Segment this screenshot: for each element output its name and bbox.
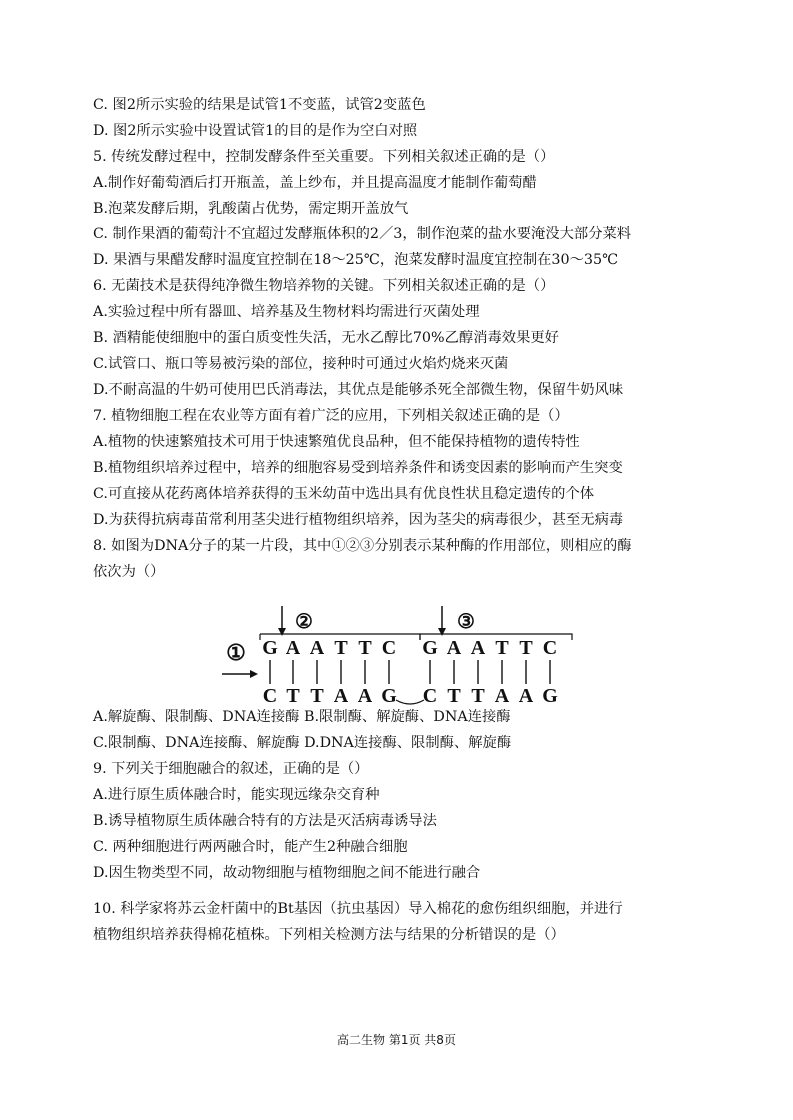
base-top: A — [470, 637, 486, 659]
text-line: D.因生物类型不同，故动物细胞与植物细胞之间不能进行融合 — [93, 865, 481, 881]
text-line: 依次为（） — [93, 564, 165, 580]
text-line: A.植物的快速繁殖技术可用于快速繁殖优良品种，但不能保持植物的遗传特性 — [93, 434, 580, 450]
phosphodiester-bond — [396, 700, 424, 704]
text-line: C.可直接从花药离体培养获得的玉米幼苗中选出具有优良性状且稳定遗传的个体 — [93, 486, 595, 502]
text-line: 植物组织培养获得棉花植株。下列相关检测方法与结果的分析错误的是（） — [93, 927, 565, 943]
text-line: A.制作好葡萄酒后打开瓶盖，盖上纱布，并且提高温度才能制作葡萄醋 — [93, 175, 537, 191]
horizontal-arrowhead — [250, 670, 258, 678]
base-bottom: C — [422, 685, 438, 707]
base-top: T — [495, 637, 509, 659]
text-line: C.限制酶、DNA连接酶、解旋酶 D.DNA连接酶、限制酶、解旋酶 — [93, 735, 512, 751]
text-line: B. 酒精能使细胞中的蛋白质变性失活，无水乙醇比70%乙醇消毒效果更好 — [93, 330, 559, 346]
base-top: T — [519, 637, 533, 659]
text-line: D. 果酒与果醋发酵时温度宜控制在18～25℃，泡菜发酵时温度宜控制在30～35℃ — [93, 252, 619, 268]
text-line: A.进行原生质体融合时，能实现远缘杂交育种 — [93, 787, 380, 803]
base-bottom: T — [310, 685, 324, 707]
base-top: C — [381, 637, 397, 659]
base-top: A — [446, 637, 462, 659]
text-line: 5. 传统发酵过程中，控制发酵条件至关重要。下列相关叙述正确的是（） — [93, 149, 555, 165]
text-line: D.为获得抗病毒苗常利用茎尖进行植物组织培养，因为茎尖的病毒很少，甚至无病毒 — [93, 512, 624, 528]
text-line: 8. 如图为DNA分子的某一片段，其中①②③分别表示某种酶的作用部位，则相应的酶 — [93, 538, 632, 554]
base-bottom: A — [494, 685, 510, 707]
base-bottom: T — [447, 685, 461, 707]
text-line: B.植物组织培养过程中，培养的细胞容易受到培养条件和诱变因素的影响而产生突变 — [93, 460, 623, 476]
base-bottom: T — [471, 685, 485, 707]
text-line: B.泡菜发酵后期，乳酸菌占优势，需定期开盖放气 — [93, 201, 409, 217]
base-top: C — [542, 637, 558, 659]
text-line: A.实验过程中所有器皿、培养基及生物材料均需进行灭菌处理 — [93, 304, 480, 320]
base-top: T — [358, 637, 372, 659]
text-line: B.诱导植物原生质体融合特有的方法是灭活病毒诱导法 — [93, 813, 437, 829]
text-line: A.解旋酶、限制酶、DNA连接酶 B.限制酶、解旋酶、DNA连接酶 — [93, 709, 511, 725]
base-top: T — [334, 637, 348, 659]
text-line: C. 图2所示实验的结果是试管1不变蓝，试管2变蓝色 — [93, 97, 426, 113]
text-line: D.不耐高温的牛奶可使用巴氏消毒法，其优点是能够杀死全部微生物，保留牛奶风味 — [93, 382, 624, 398]
base-bottom: A — [333, 685, 349, 707]
label-3: ③ — [457, 611, 475, 633]
arrow-3-head — [438, 628, 446, 636]
text-line: 7. 植物细胞工程在农业等方面有着广泛的应用，下列相关叙述正确的是（） — [93, 408, 569, 424]
base-bottom: A — [357, 685, 373, 707]
text-line: C. 两种细胞进行两两融合时，能产生2种融合细胞 — [93, 839, 408, 855]
label-1: ① — [226, 640, 246, 665]
base-top: A — [309, 637, 325, 659]
base-bottom: G — [542, 685, 558, 707]
text-line: D. 图2所示实验中设置试管1的目的是作为空白对照 — [93, 123, 418, 139]
base-bottom: C — [262, 685, 278, 707]
dna-figure — [220, 602, 580, 712]
base-top: G — [422, 637, 438, 659]
base-bottom: A — [518, 685, 534, 707]
text-line: C.试管口、瓶口等易被污染的部位，接种时可通过火焰灼烧来灭菌 — [93, 356, 509, 372]
base-bottom: G — [381, 685, 397, 707]
base-top: A — [285, 637, 301, 659]
page-footer: 高二生物 第1页 共8页 — [337, 1033, 456, 1047]
text-line: 9. 下列关于细胞融合的叙述，正确的是（） — [93, 761, 369, 777]
base-top: G — [262, 637, 278, 659]
text-line: 10. 科学家将苏云金杆菌中的Bt基因（抗虫基因）导入棉花的愈伤组织细胞，并进行 — [93, 901, 623, 917]
text-line: C. 制作果酒的葡萄汁不宜超过发酵瓶体积的2／3，制作泡菜的盐水要淹没大部分菜料 — [93, 226, 632, 242]
arrow-2-head — [278, 628, 286, 636]
text-line: 6. 无菌技术是获得纯净微生物培养物的关键。下列相关叙述正确的是（） — [93, 278, 555, 294]
label-2: ② — [295, 611, 313, 633]
base-bottom: T — [286, 685, 300, 707]
